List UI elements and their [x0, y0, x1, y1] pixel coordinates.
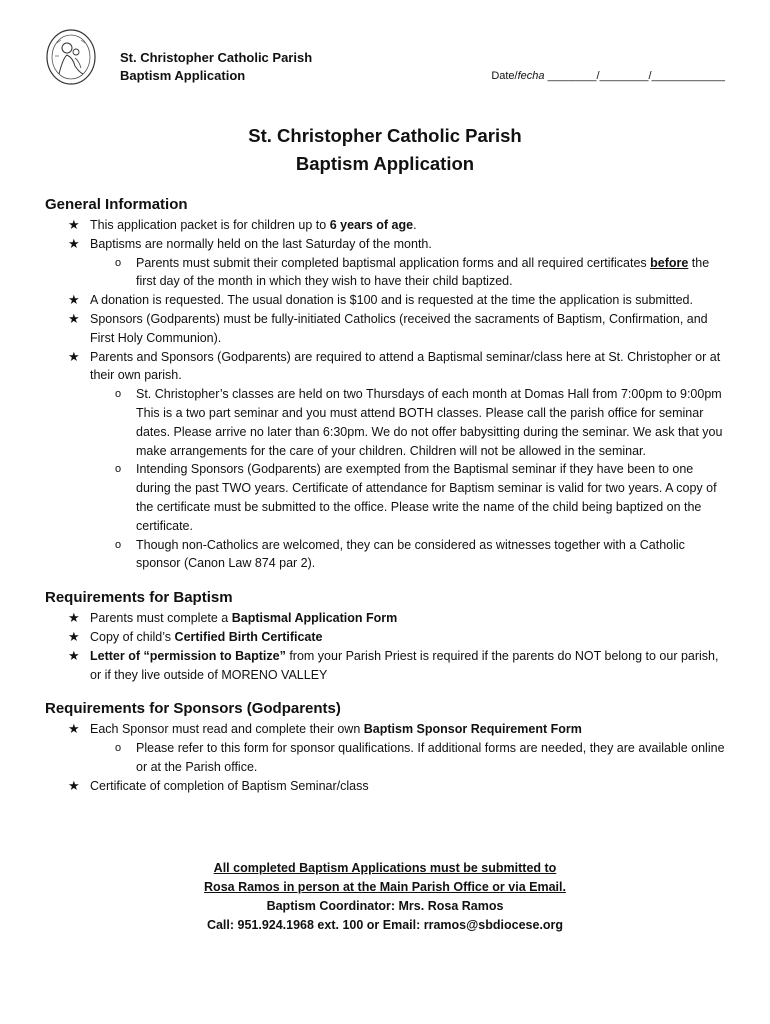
- list-item: ★ Parents must complete a Baptismal Application Form: [45, 609, 730, 628]
- circle-bullet-icon: o: [115, 538, 122, 551]
- star-bullet-icon: ★: [68, 628, 80, 644]
- date-field: [491, 70, 725, 82]
- list-item: ★ A donation is requested. The usual donation is $100 and is requested at the time the application is submitted.: [45, 291, 730, 310]
- document-body: [45, 194, 730, 796]
- star-bullet-icon: ★: [68, 721, 80, 737]
- circle-bullet-icon: o: [115, 256, 122, 269]
- date-label: Date/: [491, 70, 518, 82]
- header-org-name: St. Christopher Catholic Parish: [120, 50, 313, 65]
- submission-line-1: All completed Baptism Applications must be submitted to: [213, 861, 557, 875]
- title-line-2: Baptism Application: [295, 153, 475, 174]
- circle-bullet-icon: o: [115, 388, 122, 401]
- list-item: ★ Certificate of completion of Baptism Seminar/class: [45, 777, 730, 796]
- list-item: ★ Each Sponsor must read and complete their own Baptism Sponsor Requirement Form: [45, 720, 730, 739]
- sub-list-item: o Parents must submit their completed baptismal application forms and all required certificates before the first day of the month in which they wish to have their child baptized.: [115, 255, 710, 289]
- star-bullet-icon: ★: [68, 217, 80, 232]
- star-bullet-icon: ★: [68, 777, 80, 793]
- list-item: ★ Baptisms are normally held on the last Saturday of the month.: [45, 235, 730, 254]
- sub-list-item: o Though non-Catholics are welcomed, they can be considered as witnesses together with a Catholic sponsor (Canon Law 874 par 2).: [115, 537, 685, 571]
- list-item: ★ Copy of child’s Certified Birth Certificate: [45, 628, 730, 647]
- sub-list-item: o Intending Sponsors (Godparents) are exempted from the Baptismal seminar if they have been to one during the past TWO years. Certificate of attendance for Baptism seminar is valid for two years. A copy of the certificate must be submitted to the office. Please write the name of the child being baptized on the certificate.: [115, 462, 717, 533]
- general-information-list: [45, 216, 730, 573]
- list-item: ★ Letter of “permission to Baptize” from your Parish Priest is required if the parents do NOT belong to our parish, or if they live outside of MORENO VALLEY: [68, 647, 719, 682]
- date-blank: ________/________/____________: [544, 70, 725, 82]
- star-bullet-icon: ★: [68, 647, 80, 663]
- list-item: ★ Parents and Sponsors (Godparents) are required to attend a Baptismal seminar/class here at St. Christopher or at their own parish.: [68, 348, 721, 383]
- circle-bullet-icon: o: [115, 742, 122, 755]
- submission-notice: [0, 859, 770, 935]
- circle-bullet-icon: o: [115, 463, 122, 476]
- submission-line-2: Rosa Ramos in person at the Main Parish Office or via Email.: [204, 880, 566, 894]
- parish-logo: [45, 28, 97, 86]
- star-bullet-icon: ★: [68, 348, 80, 364]
- star-bullet-icon: ★: [68, 310, 80, 326]
- date-label-spanish: fecha: [517, 70, 545, 82]
- star-bullet-icon: ★: [68, 292, 80, 308]
- sponsor-requirements-list: [45, 720, 730, 795]
- sub-list-item: o St. Christopher’s classes are held on two Thursdays of each month at Domas Hall from 7:00pm to 9:00pm This is a two part seminar and you must attend BOTH classes. Please call the parish office for seminar dates. Please arrive no later than 6:30pm. We do not offer babysitting during the seminar. We ask that you make arrangements for the care of your children. Children will not be allowed in the seminar.: [115, 387, 723, 458]
- contact-line: Call: 951.924.1968 ext. 100 or Email: rramos@sbdiocese.org: [206, 918, 564, 932]
- title-line-1: St. Christopher Catholic Parish: [248, 125, 522, 146]
- baptism-requirements-list: [45, 609, 730, 684]
- general-information-heading: General Information: [45, 196, 188, 213]
- coordinator-line: Baptism Coordinator: Mrs. Rosa Ramos: [266, 899, 504, 913]
- list-item: ★ Sponsors (Godparents) must be fully-initiated Catholics (received the sacraments of Baptism, Confirmation, and First Holy Communion).: [68, 310, 708, 345]
- page-title: [0, 122, 770, 178]
- header-org: [120, 49, 312, 85]
- baptism-requirements-heading: Requirements for Baptism: [45, 589, 233, 607]
- star-bullet-icon: ★: [68, 610, 80, 626]
- sponsor-requirements-heading: Requirements for Sponsors (Godparents): [45, 700, 341, 718]
- list-item: ★ This application packet is for children up to 6 years of age.: [45, 216, 730, 235]
- sub-list-item: o Please refer to this form for sponsor qualifications. If additional forms are needed, they are available online or at the Parish office.: [115, 741, 725, 774]
- header-doc-name: Baptism Application: [120, 68, 246, 83]
- star-bullet-icon: ★: [68, 235, 80, 251]
